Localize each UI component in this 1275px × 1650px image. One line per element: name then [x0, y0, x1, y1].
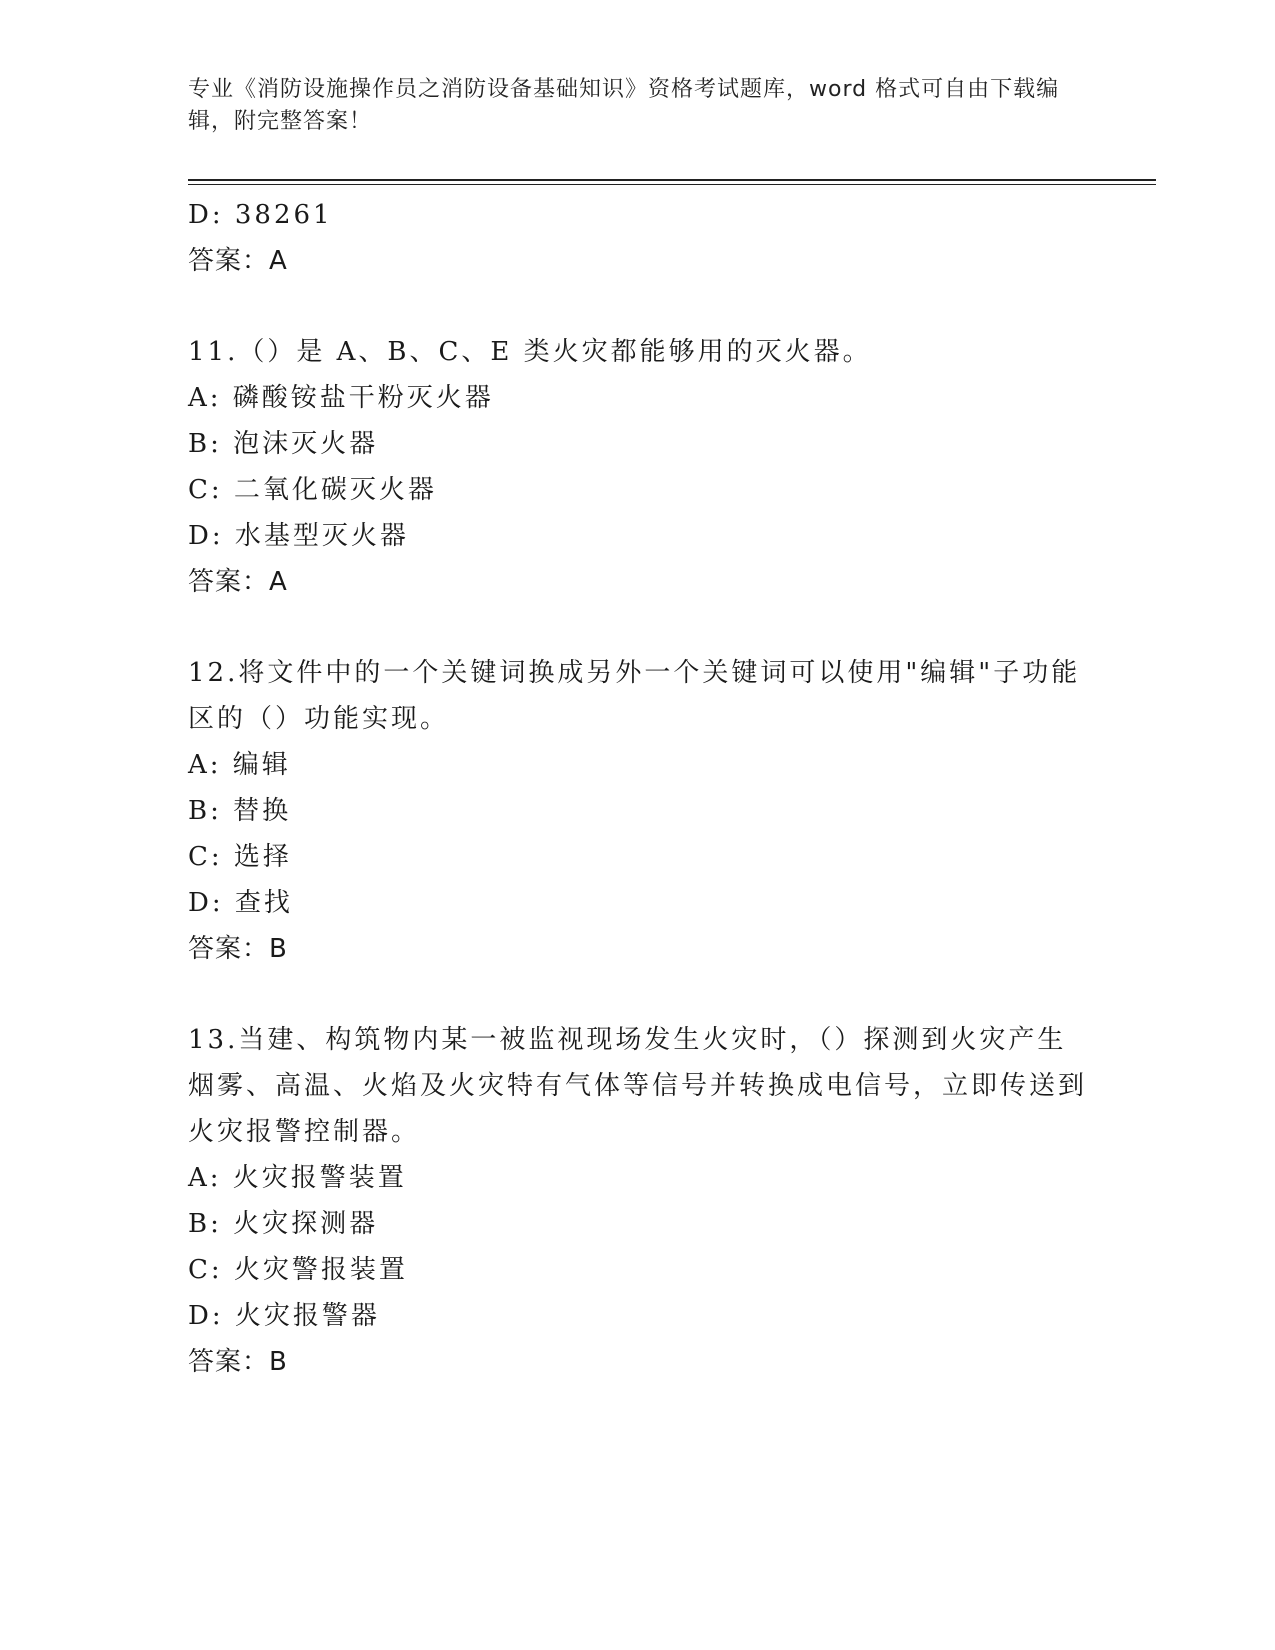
- page-header: 专业《消防设施操作员之消防设备基础知识》资格考试题库，word 格式可自由下载编辑，附完整答案！: [188, 77, 1060, 134]
- option-d: D: 火灾报警器: [188, 1301, 380, 1331]
- spacer: [188, 605, 1088, 650]
- option-b: B: 替换: [188, 796, 292, 826]
- option-b: B: 泡沫灭火器: [188, 429, 379, 459]
- prev-answer: 答案：A: [188, 246, 288, 276]
- header-rule-thick: [188, 179, 1156, 181]
- header-rule-thin: [188, 184, 1156, 185]
- option-a: A: 火灾报警装置: [188, 1163, 407, 1193]
- question-text: 13.当建、构筑物内某一被监视现场发生火灾时，（）探测到火灾产生烟雾、高温、火焰及火灾特有气体等信号并转换成电信号，立即传送到火灾报警控制器。: [188, 1025, 1088, 1147]
- option-c: C: 选择: [188, 842, 292, 872]
- question-12: [188, 650, 1088, 972]
- question-11: [188, 329, 1088, 605]
- option-c: C: 火灾警报装置: [188, 1255, 408, 1285]
- option-d: D: 水基型灭火器: [188, 521, 409, 551]
- answer: 答案：B: [188, 1347, 288, 1377]
- question-13: [188, 1017, 1088, 1385]
- question-content: [188, 192, 1088, 1385]
- prev-option-d: D: 38261: [188, 200, 333, 230]
- answer: 答案：B: [188, 934, 288, 964]
- question-text: 12.将文件中的一个关键词换成另外一个关键词可以使用"编辑"子功能区的（）功能实现。: [188, 658, 1081, 734]
- option-b: B: 火灾探测器: [188, 1209, 379, 1239]
- question-text: 11.（）是 A、B、C、E 类火灾都能够用的灭火器。: [188, 337, 872, 367]
- option-c: C: 二氧化碳灭火器: [188, 475, 437, 505]
- spacer: [188, 284, 1088, 329]
- option-a: A: 编辑: [188, 750, 291, 780]
- spacer: [188, 972, 1088, 1017]
- answer: 答案：A: [188, 567, 288, 597]
- option-d: D: 查找: [188, 888, 293, 918]
- option-a: A: 磷酸铵盐干粉灭火器: [188, 383, 494, 413]
